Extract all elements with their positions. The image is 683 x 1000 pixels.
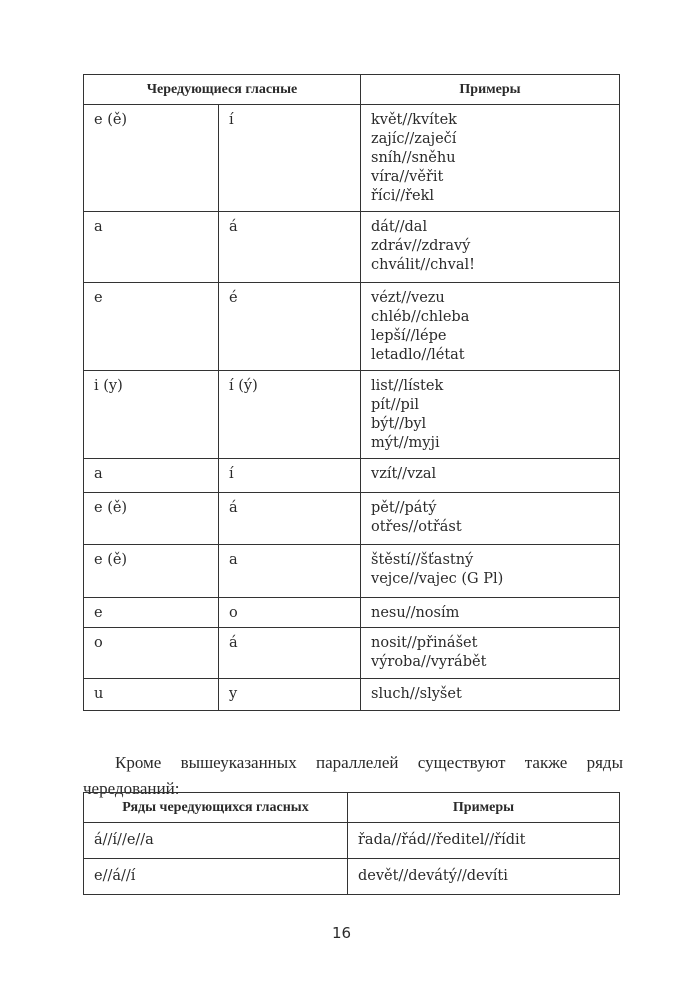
example-line: nesu//nosím (371, 605, 460, 621)
example-line: zajíc//zaječí (371, 131, 457, 147)
header-examples: Примеры (361, 75, 620, 105)
example-line: nosit//přinášet (371, 635, 478, 651)
example-line: lepší//lépe (371, 328, 447, 344)
vowel-cell: e (84, 598, 219, 628)
examples-cell (361, 545, 620, 598)
example-line: pít//pil (371, 397, 420, 413)
table-row (84, 212, 620, 283)
example-line: říci//řekl (371, 188, 435, 204)
alternate-vowel-cell: á (219, 212, 361, 283)
example-line: mýt//myji (371, 435, 440, 451)
table-row (84, 679, 620, 711)
vowel-cell: e (ě) (84, 105, 219, 212)
vowel-cell: o (84, 628, 219, 679)
table-row (84, 459, 620, 493)
header-alternating-vowels: Чередующиеся гласные (84, 75, 361, 105)
alternate-vowel-cell: á (219, 493, 361, 545)
table-row (84, 493, 620, 545)
example-line: víra//věřit (371, 169, 444, 185)
examples-cell (361, 493, 620, 545)
table-row (84, 545, 620, 598)
alternate-vowel-cell: í (219, 105, 361, 212)
table-row (84, 105, 620, 212)
table-row (84, 823, 620, 859)
example-line: chválit//chval! (371, 257, 475, 273)
examples-cell: devět//devátý//devíti (348, 859, 620, 895)
example-line: pět//pátý (371, 500, 437, 516)
example-line: vézt//vezu (371, 290, 445, 306)
examples-cell (361, 283, 620, 371)
alternate-vowel-cell: o (219, 598, 361, 628)
examples-cell: řada//řád//ředitel//řídit (348, 823, 620, 859)
header-examples: Примеры (348, 793, 620, 823)
body-paragraph: Кроме вышеуказанных параллелей существуют также ряды чередований: (83, 753, 623, 798)
vowel-cell: e (ě) (84, 493, 219, 545)
example-line: list//lístek (371, 378, 444, 394)
table-row (84, 283, 620, 371)
example-line: vejce//vajec (G Pl) (371, 571, 504, 587)
example-line: květ//kvítek (371, 112, 457, 128)
example-line: vzít//vzal (371, 466, 437, 482)
examples-cell (361, 598, 620, 628)
alternate-vowel-cell: é (219, 283, 361, 371)
vowel-alternation-table (83, 74, 620, 711)
alternate-vowel-cell: á (219, 628, 361, 679)
examples-cell (361, 212, 620, 283)
alternate-vowel-cell: y (219, 679, 361, 711)
alternate-vowel-cell: a (219, 545, 361, 598)
vowel-cell: a (84, 212, 219, 283)
example-line: výroba//vyrábět (371, 654, 487, 670)
table-header-row (84, 75, 620, 105)
table-row (84, 628, 620, 679)
alternate-vowel-cell: í (ý) (219, 371, 361, 459)
example-line: zdráv//zdravý (371, 238, 471, 254)
table-header-row (84, 793, 620, 823)
example-line: štěstí//šťastný (371, 552, 474, 568)
vowel-cell: i (y) (84, 371, 219, 459)
example-line: sluch//slyšet (371, 686, 462, 702)
vowel-cell: e (84, 283, 219, 371)
examples-cell (361, 105, 620, 212)
examples-cell (361, 371, 620, 459)
examples-cell (361, 459, 620, 493)
example-line: chléb//chleba (371, 309, 470, 325)
example-line: dát//dal (371, 219, 428, 235)
header-vowel-series: Ряды чередующихся гласных (84, 793, 348, 823)
vowel-series-cell: e//á//í (84, 859, 348, 895)
table-row (84, 859, 620, 895)
example-line: letadlo//létat (371, 347, 465, 363)
example-line: být//byl (371, 416, 427, 432)
vowel-series-cell: á//í//e//a (84, 823, 348, 859)
vowel-series-table (83, 792, 620, 895)
vowel-cell: a (84, 459, 219, 493)
examples-cell (361, 679, 620, 711)
vowel-cell: u (84, 679, 219, 711)
examples-cell (361, 628, 620, 679)
example-line: sníh//sněhu (371, 150, 456, 166)
alternate-vowel-cell: í (219, 459, 361, 493)
table-row (84, 598, 620, 628)
vowel-cell: e (ě) (84, 545, 219, 598)
table-row (84, 371, 620, 459)
example-line: otřes//otřást (371, 519, 462, 535)
page-number: 16 (331, 924, 352, 942)
